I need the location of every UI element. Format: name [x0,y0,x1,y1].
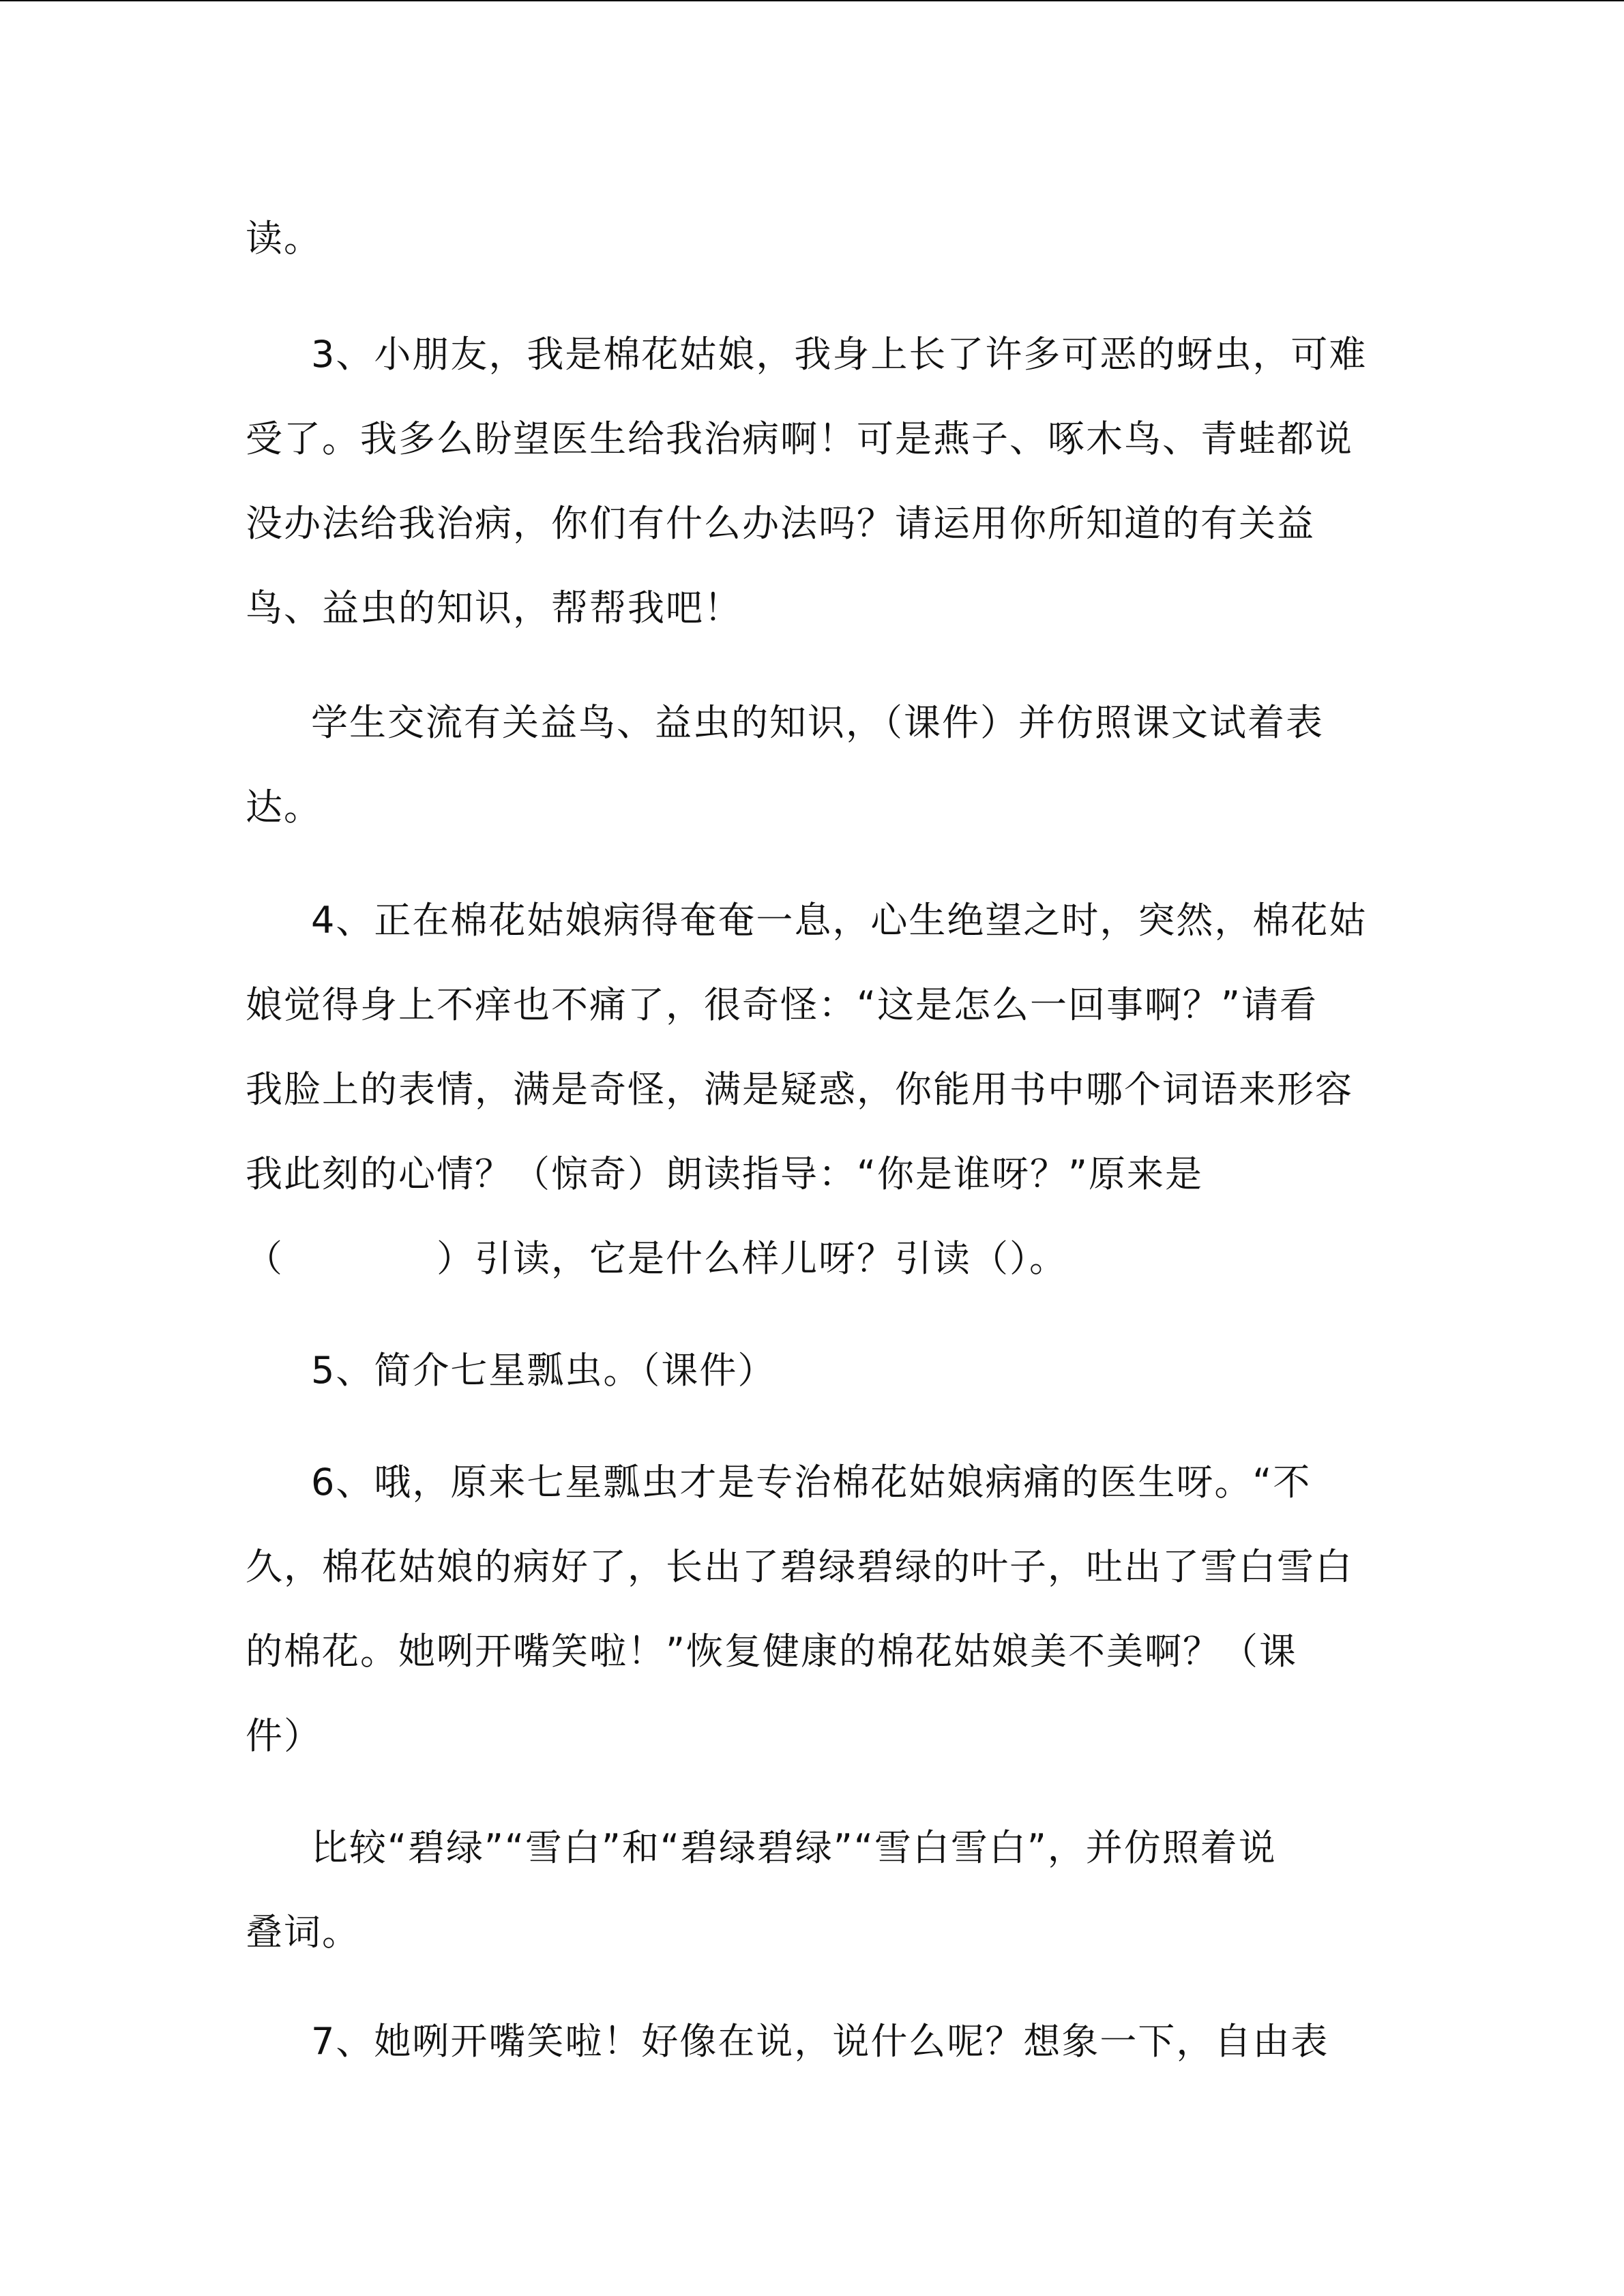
text-line: 的棉花。她咧开嘴笑啦！”恢复健康的棉花姑娘美不美啊？（课 [246,1630,1297,1673]
text-line: 7、她咧开嘴笑啦！好像在说，说什么呢？想象一下，自由表 [311,2020,1329,2063]
text-line: 比较“碧绿”“雪白”和“碧绿碧绿”“雪白雪白”，并仿照着说 [311,1826,1277,1869]
text-line: 鸟、益虫的知识，帮帮我吧！ [246,586,742,629]
text-line: （ ）引读，它是什么样儿呀？引读（）。 [246,1237,1067,1280]
paragraph-item-5 [246,1328,1364,1413]
paragraph-item-7 [246,1999,1364,2084]
paragraph-item-4 [246,878,1368,1301]
text-line: 叠词。 [246,1911,360,1954]
text-line: 我此刻的心情？（惊奇）朗读指导：“你是谁呀？”原来是 [246,1152,1203,1195]
paragraph-item-3 [246,312,1368,651]
text-line: 6、哦，原来七星瓢虫才是专治棉花姑娘病痛的医生呀。“不 [311,1461,1312,1504]
text-line: 达。 [246,786,322,829]
text-line: 学生交流有关益鸟、益虫的知识，（课件）并仿照课文试着表 [311,701,1324,744]
text-line: 读。 [246,217,322,260]
paragraph-item-6 [246,1440,1364,1778]
text-line: 娘觉得身上不痒也不痛了，很奇怪：“这是怎么一回事啊？”请看 [246,983,1318,1026]
paragraph-student-exchange [246,681,1364,850]
paragraph-compare-words [246,1806,1364,1975]
text-line: 3、小朋友，我是棉花姑娘，我身上长了许多可恶的蚜虫，可难 [311,333,1368,376]
text-line: 我脸上的表情，满是奇怪，满是疑惑，你能用书中哪个词语来形容 [246,1068,1353,1111]
text-line: 5、简介七星瓢虫。（课件） [311,1349,776,1392]
paragraph-continuation-read [246,196,1364,281]
text-line: 4、正在棉花姑娘病得奄奄一息，心生绝望之时，突然，棉花姑 [311,899,1368,942]
text-line: 没办法给我治病，你们有什么办法吗？请运用你所知道的有关益 [246,502,1315,545]
text-line: 受了。我多么盼望医生给我治病啊！可是燕子、啄木鸟、青蛙都说 [246,417,1353,460]
text-line: 件） [246,1714,322,1757]
text-line: 久，棉花姑娘的病好了，长出了碧绿碧绿的叶子，吐出了雪白雪白 [246,1545,1353,1588]
